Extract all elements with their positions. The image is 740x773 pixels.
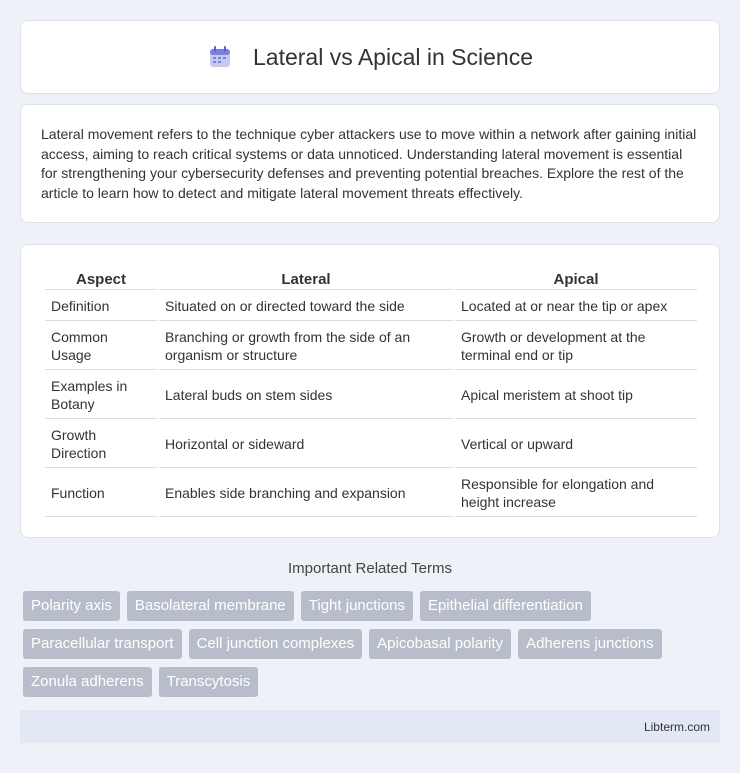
table-header-row xyxy=(45,267,697,290)
aspect-cell: Common Usage xyxy=(45,323,157,370)
related-terms-list xyxy=(23,591,723,697)
lateral-cell: Lateral buds on stem sides xyxy=(159,372,453,419)
header-card xyxy=(20,20,720,94)
footer xyxy=(20,710,720,743)
aspect-cell: Definition xyxy=(45,292,157,321)
tag-transcytosis[interactable]: Transcytosis xyxy=(159,667,259,697)
comparison-table-card xyxy=(20,244,720,538)
tag-paracellular-transport[interactable]: Paracellular transport xyxy=(23,629,182,659)
lateral-cell: Situated on or directed toward the side xyxy=(159,292,453,321)
aspect-cell: Function xyxy=(45,470,157,517)
apical-cell: Growth or development at the terminal end or tip xyxy=(455,323,697,370)
table-row xyxy=(45,421,697,468)
tag-basolateral-membrane[interactable]: Basolateral membrane xyxy=(127,591,294,621)
table-row xyxy=(45,292,697,321)
lateral-cell: Horizontal or sideward xyxy=(159,421,453,468)
tag-zonula-adherens[interactable]: Zonula adherens xyxy=(23,667,152,697)
comparison-table xyxy=(43,265,699,519)
calendar-icon xyxy=(207,44,233,70)
apical-cell: Located at or near the tip or apex xyxy=(455,292,697,321)
apical-cell: Vertical or upward xyxy=(455,421,697,468)
table-row xyxy=(45,372,697,419)
table-row xyxy=(45,470,697,517)
intro-card xyxy=(20,104,720,223)
header-apical: Apical xyxy=(455,267,697,290)
apical-cell: Apical meristem at shoot tip xyxy=(455,372,697,419)
aspect-cell: Growth Direction xyxy=(45,421,157,468)
header-aspect: Aspect xyxy=(45,267,157,290)
related-terms-title: Important Related Terms xyxy=(288,560,452,577)
header-lateral: Lateral xyxy=(159,267,453,290)
apical-cell: Responsible for elongation and height increase xyxy=(455,470,697,517)
tag-tight-junctions[interactable]: Tight junctions xyxy=(301,591,413,621)
intro-text: Lateral movement refers to the technique cyber attackers use to move within a network after gaining initial access, aiming to reach critical systems or data unnoticed. Understanding lateral movement is essential for strengthening your cybersecurity defenses and preventing potential breaches. Explore the rest of the article to learn how to detect and mitigate lateral movement threats effectively. xyxy=(41,126,697,201)
footer-site-link[interactable]: Libterm.com xyxy=(643,720,710,734)
tag-adherens-junctions[interactable]: Adherens junctions xyxy=(518,629,662,659)
tag-cell-junction-complexes[interactable]: Cell junction complexes xyxy=(189,629,363,659)
lateral-cell: Enables side branching and expansion xyxy=(159,470,453,517)
tag-polarity-axis[interactable]: Polarity axis xyxy=(23,591,120,621)
tag-epithelial-differentiation[interactable]: Epithelial differentiation xyxy=(420,591,591,621)
tag-apicobasal-polarity[interactable]: Apicobasal polarity xyxy=(369,629,511,659)
page-title: Lateral vs Apical in Science xyxy=(253,43,533,70)
aspect-cell: Examples in Botany xyxy=(45,372,157,419)
table-row xyxy=(45,323,697,370)
lateral-cell: Branching or growth from the side of an organism or structure xyxy=(159,323,453,370)
